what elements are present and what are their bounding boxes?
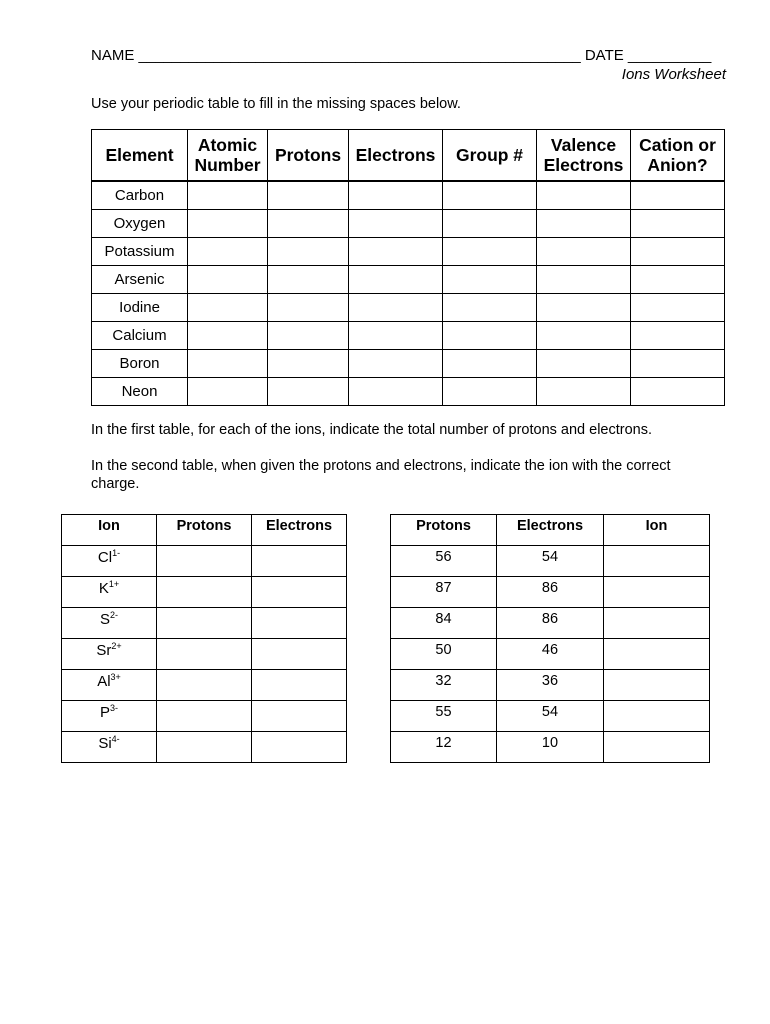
ion-cell [62, 670, 157, 701]
ion-symbol: Al [97, 673, 111, 690]
group-answer-cell[interactable] [443, 266, 537, 294]
table-row [391, 639, 710, 670]
valence-electrons-answer-cell[interactable] [537, 378, 631, 406]
element-name-cell: Neon [92, 378, 188, 406]
protons-answer-cell[interactable] [268, 322, 349, 350]
element-name-cell: Carbon [92, 181, 188, 210]
protons-answer-cell[interactable] [157, 608, 252, 639]
cation-anion-answer-cell[interactable] [631, 322, 725, 350]
table-row [62, 670, 347, 701]
ion-table [61, 514, 347, 763]
header-ion: Ion [604, 515, 710, 546]
cation-anion-answer-cell[interactable] [631, 378, 725, 406]
atomic-number-answer-cell[interactable] [188, 238, 268, 266]
ion-answer-cell[interactable] [604, 639, 710, 670]
electrons-value-cell: 54 [497, 546, 604, 577]
electrons-answer-cell[interactable] [252, 639, 347, 670]
protons-answer-cell[interactable] [157, 670, 252, 701]
electrons-value-cell: 86 [497, 577, 604, 608]
protons-value-cell: 55 [391, 701, 497, 732]
header-valence-line1: Valence [550, 135, 617, 155]
valence-electrons-answer-cell[interactable] [537, 322, 631, 350]
date-field[interactable]: __________ [627, 47, 712, 64]
table-row [391, 701, 710, 732]
protons-value-cell: 84 [391, 608, 497, 639]
group-answer-cell[interactable] [443, 350, 537, 378]
table-row [92, 350, 725, 378]
atomic-number-answer-cell[interactable] [188, 350, 268, 378]
header-valence-electrons [537, 130, 631, 182]
ion-answer-cell[interactable] [604, 546, 710, 577]
electrons-answer-cell[interactable] [349, 238, 443, 266]
protons-value-cell: 32 [391, 670, 497, 701]
cation-anion-answer-cell[interactable] [631, 266, 725, 294]
protons-value-cell: 87 [391, 577, 497, 608]
group-answer-cell[interactable] [443, 378, 537, 406]
electrons-answer-cell[interactable] [349, 210, 443, 238]
electrons-answer-cell[interactable] [252, 701, 347, 732]
header-atomic-line1: Atomic [197, 135, 258, 155]
ion-symbol: Cl [97, 549, 113, 566]
table-row [62, 701, 347, 732]
ion-charge: 4- [111, 734, 120, 744]
electrons-value-cell: 46 [497, 639, 604, 670]
header-cation-line1: Cation or [639, 135, 716, 155]
valence-electrons-answer-cell[interactable] [537, 181, 631, 210]
ion-answer-cell[interactable] [604, 701, 710, 732]
protons-answer-cell[interactable] [268, 378, 349, 406]
header-cation-line2: Anion? [647, 155, 708, 175]
header-ion: Ion [62, 515, 157, 546]
ion-symbol: Si [98, 735, 112, 752]
header-protons: Protons [268, 130, 349, 182]
electrons-value-cell: 54 [497, 701, 604, 732]
protons-answer-cell[interactable] [268, 181, 349, 210]
atomic-number-answer-cell[interactable] [188, 322, 268, 350]
ion-symbol: K [98, 580, 109, 597]
protons-value-cell: 50 [391, 639, 497, 670]
header-atomic-number [188, 130, 268, 182]
element-name-cell: Arsenic [92, 266, 188, 294]
ion-symbol: P [99, 704, 110, 721]
table-row [391, 670, 710, 701]
table-row [62, 546, 347, 577]
protons-answer-cell[interactable] [157, 701, 252, 732]
ion-cell [62, 577, 157, 608]
ion-table-header [62, 515, 347, 546]
group-answer-cell[interactable] [443, 238, 537, 266]
date-label: DATE [584, 47, 624, 64]
second-table-instruction-line2: charge. [91, 476, 140, 492]
atomic-number-answer-cell[interactable] [188, 210, 268, 238]
cation-anion-answer-cell[interactable] [631, 181, 725, 210]
header-cation-anion [631, 130, 725, 182]
ion-cell [62, 701, 157, 732]
header-electrons: Electrons [349, 130, 443, 182]
name-line [91, 47, 711, 65]
ion-cell [62, 608, 157, 639]
protons-answer-cell[interactable] [268, 266, 349, 294]
electrons-answer-cell[interactable] [252, 608, 347, 639]
table-row [92, 210, 725, 238]
second-table-instruction-line1: In the second table, when given the protons and electrons, indicate the ion with the correct [91, 458, 671, 474]
electrons-answer-cell[interactable] [349, 266, 443, 294]
ion-charge: 3- [110, 703, 119, 713]
group-answer-cell[interactable] [443, 322, 537, 350]
table-row [391, 608, 710, 639]
protons-answer-cell[interactable] [157, 577, 252, 608]
protons-answer-cell[interactable] [268, 294, 349, 322]
ion-charge: 1+ [108, 579, 120, 589]
ion-answer-cell[interactable] [604, 608, 710, 639]
header-element: Element [92, 130, 188, 182]
ion-answer-cell[interactable] [604, 670, 710, 701]
atomic-number-answer-cell[interactable] [188, 378, 268, 406]
table-row [391, 546, 710, 577]
name-field[interactable]: _____________________________________________________ [138, 47, 581, 64]
protons-value-cell: 12 [391, 732, 497, 763]
table-row [62, 577, 347, 608]
given-table-header [391, 515, 710, 546]
table-row [92, 322, 725, 350]
ion-charge: 2+ [111, 641, 122, 651]
element-name-cell: Iodine [92, 294, 188, 322]
electrons-answer-cell[interactable] [252, 670, 347, 701]
atomic-number-answer-cell[interactable] [188, 266, 268, 294]
element-name-cell: Oxygen [92, 210, 188, 238]
protons-value-cell: 56 [391, 546, 497, 577]
valence-electrons-answer-cell[interactable] [537, 210, 631, 238]
header-electrons: Electrons [252, 515, 347, 546]
electrons-answer-cell[interactable] [349, 350, 443, 378]
table-row [62, 608, 347, 639]
valence-electrons-answer-cell[interactable] [537, 266, 631, 294]
given-particles-table [390, 514, 710, 763]
electrons-answer-cell[interactable] [349, 322, 443, 350]
table-row [92, 181, 725, 210]
electrons-value-cell: 10 [497, 732, 604, 763]
electrons-value-cell: 86 [497, 608, 604, 639]
electrons-answer-cell[interactable] [349, 378, 443, 406]
worksheet-subtitle: Ions Worksheet [621, 66, 726, 83]
header-valence-line2: Electrons [543, 155, 624, 175]
table-row [92, 294, 725, 322]
protons-answer-cell[interactable] [157, 732, 252, 763]
group-answer-cell[interactable] [443, 181, 537, 210]
electrons-answer-cell[interactable] [252, 546, 347, 577]
table-row [391, 577, 710, 608]
electrons-answer-cell[interactable] [349, 181, 443, 210]
header-group: Group # [443, 130, 537, 182]
valence-electrons-answer-cell[interactable] [537, 294, 631, 322]
electrons-answer-cell[interactable] [349, 294, 443, 322]
valence-electrons-answer-cell[interactable] [537, 238, 631, 266]
element-table-header [92, 130, 725, 182]
electrons-answer-cell[interactable] [252, 577, 347, 608]
ion-cell [62, 732, 157, 763]
cation-anion-answer-cell[interactable] [631, 294, 725, 322]
intro-instruction: Use your periodic table to fill in the missing spaces below. [91, 96, 461, 112]
cation-anion-answer-cell[interactable] [631, 210, 725, 238]
element-name-cell: Potassium [92, 238, 188, 266]
header-protons: Protons [157, 515, 252, 546]
table-row [92, 266, 725, 294]
protons-answer-cell[interactable] [157, 639, 252, 670]
first-table-instruction: In the first table, for each of the ions, indicate the total number of protons and electrons. [91, 422, 652, 438]
table-row [62, 732, 347, 763]
ion-symbol: S [99, 611, 110, 628]
table-row [92, 238, 725, 266]
element-name-cell: Calcium [92, 322, 188, 350]
ion-cell [62, 546, 157, 577]
protons-answer-cell[interactable] [157, 546, 252, 577]
atomic-number-answer-cell[interactable] [188, 181, 268, 210]
table-row [62, 639, 347, 670]
header-atomic-line2: Number [194, 155, 261, 175]
group-answer-cell[interactable] [443, 210, 537, 238]
header-electrons: Electrons [497, 515, 604, 546]
group-answer-cell[interactable] [443, 294, 537, 322]
ion-charge: 2- [110, 610, 119, 620]
atomic-number-answer-cell[interactable] [188, 294, 268, 322]
ion-cell [62, 639, 157, 670]
electrons-value-cell: 36 [497, 670, 604, 701]
protons-answer-cell[interactable] [268, 350, 349, 378]
valence-electrons-answer-cell[interactable] [537, 350, 631, 378]
table-row [391, 732, 710, 763]
element-name-cell: Boron [92, 350, 188, 378]
cation-anion-answer-cell[interactable] [631, 238, 725, 266]
protons-answer-cell[interactable] [268, 210, 349, 238]
cation-anion-answer-cell[interactable] [631, 350, 725, 378]
electrons-answer-cell[interactable] [252, 732, 347, 763]
ion-charge: 3+ [110, 672, 121, 682]
element-table [91, 129, 725, 406]
header-protons: Protons [391, 515, 497, 546]
table-row [92, 378, 725, 406]
ion-answer-cell[interactable] [604, 732, 710, 763]
name-label: NAME [91, 47, 135, 64]
ion-symbol: Sr [96, 642, 112, 659]
protons-answer-cell[interactable] [268, 238, 349, 266]
ion-charge: 1- [112, 548, 121, 558]
ion-answer-cell[interactable] [604, 577, 710, 608]
